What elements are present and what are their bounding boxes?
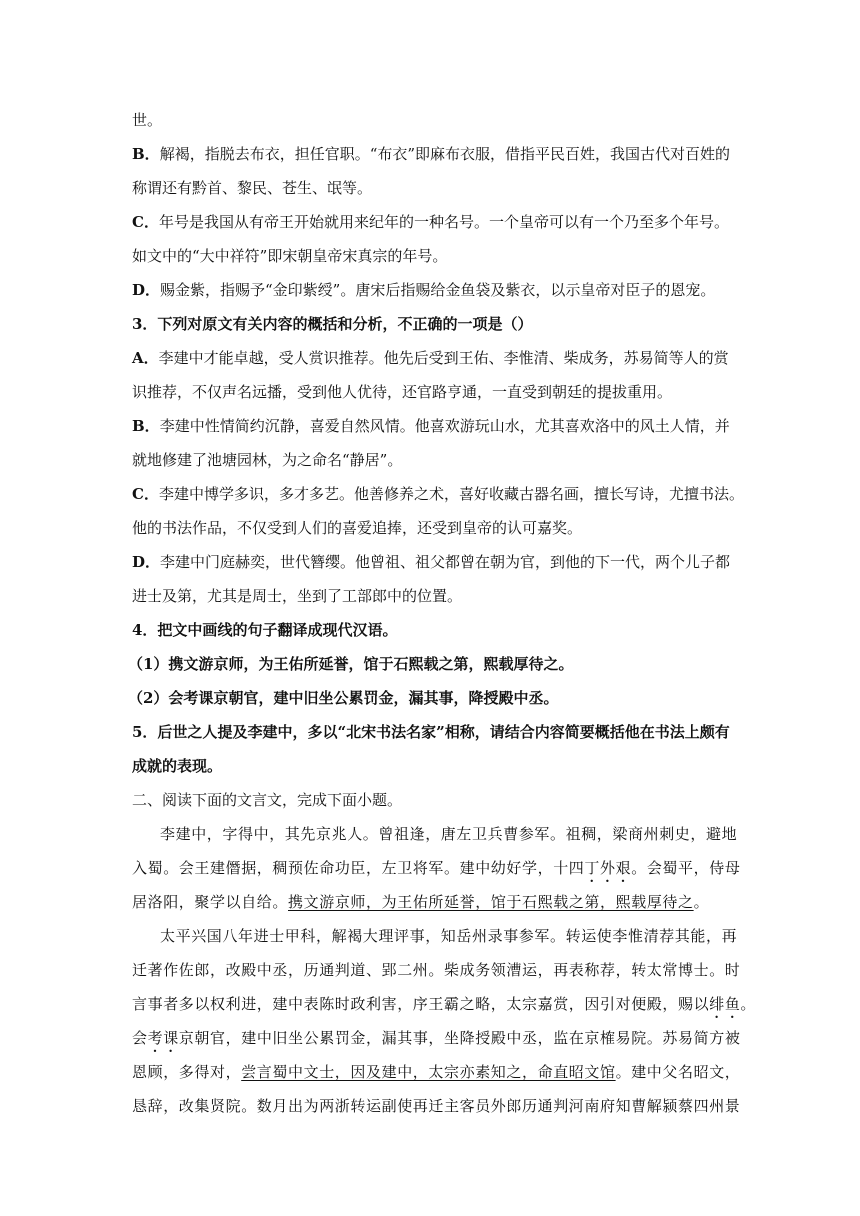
section-heading: 二、阅读下面的文言文，完成下面小题。	[132, 791, 403, 809]
q3-option-c	[132, 484, 744, 504]
text-line: 进士及第，尤其是周士，坐到了工部郎中的位置。	[132, 587, 463, 605]
question-4-part-2: （2）会考课京朝官，建中旧坐公累罚金，漏其事，降授殿中丞。	[128, 689, 559, 707]
option-text: 李建中性情简约沉静，喜爱自然风情。他喜欢游玩山水，尤其喜欢洛中的风土人情，并	[159, 417, 730, 435]
dotted-word: 考课	[147, 1029, 179, 1047]
dotted-word: 绯鱼	[709, 995, 741, 1013]
passage-line	[132, 858, 741, 886]
option-text: 李建中才能卓越，受人赏识推荐。他先后受到王佑、李惟清、柴成务，苏易简等人的赏	[158, 349, 729, 367]
passage-text: 会	[132, 1029, 148, 1047]
option-text: 年号是我国从有帝王开始就用来纪年的一种名号。一个皇帝可以有一个乃至多个年号。	[158, 213, 729, 231]
option-text: 李建中门庭赫奕，世代簪缨。他曾祖、祖父都曾在朝为官，到他的下一代，两个儿子都	[160, 553, 731, 571]
underlined-sentence: 尝言蜀中文士，因及建中，太宗亦素知之，命直昭文馆	[241, 1063, 616, 1081]
question-4-part-1: （1）携文游京师，为王佑所延誉，馆于石熙载之第，熙载厚待之。	[128, 655, 574, 673]
option-c-line	[132, 212, 732, 232]
passage-text: 。	[740, 995, 757, 1013]
passage-text: 恩顾，多得对，	[132, 1063, 242, 1081]
text-line: 世。	[132, 111, 163, 129]
passage-line: 李建中，字得中，其先京兆人。曾祖逢，唐左卫兵曹参军。祖稠，梁商州刺史，避地	[160, 825, 738, 843]
question-5: 5．后世之人提及李建中，多以“北宋书法名家”相称，请结合内容简要概括他在书法上颇有	[132, 723, 730, 741]
question-4: 4．把文中画线的句子翻译成现代汉语。	[132, 621, 398, 639]
q3-option-d	[132, 552, 732, 572]
text-line: 称谓还有黔首、黎民、苍生、氓等。	[132, 179, 373, 197]
option-b-line	[132, 144, 732, 164]
passage-text: 。建中父名昭文，	[615, 1063, 741, 1081]
passage-line	[132, 892, 732, 912]
option-label: C．	[132, 485, 159, 503]
q3-option-b	[132, 416, 732, 436]
text-line: 识推荐，不仅声名远播，受到他人优待，还官路亨通，一直受到朝廷的提拔重用。	[132, 383, 673, 401]
option-text: 李建中博学多识，多才多艺。他善修养之术，喜好收藏古器名画，擅长写诗，尤擅书法。	[158, 485, 744, 503]
passage-line	[132, 1028, 741, 1056]
option-label: B．	[132, 417, 160, 435]
passage-text: 居洛阳，聚学以自给。	[132, 893, 289, 911]
passage-line	[132, 1062, 741, 1082]
q3-option-a	[132, 348, 732, 368]
text-line: 成就的表现。	[132, 757, 223, 775]
passage-line: 恳辞，改集贤院。数月出为两浙转运副使再迁主客员外郎历通判河南府知曹解颍蔡四州景	[132, 1097, 741, 1115]
option-label: D．	[132, 553, 161, 571]
passage-text: 。	[693, 893, 710, 911]
passage-line	[132, 994, 757, 1022]
passage-text: 入蜀。会王建僭据，稠预佐命功臣，左卫将军。建中幼好学，十四	[132, 859, 585, 877]
text-line: 就地修建了池塘园林，为之命名“静居”。	[132, 451, 403, 469]
option-label: D．	[132, 281, 161, 299]
option-label: C．	[132, 213, 159, 231]
option-d-line	[132, 280, 732, 300]
text-line: 如文中的“大中祥符”即宋朝皇帝宋真宗的年号。	[132, 247, 448, 265]
dotted-word: 丁外艰	[584, 859, 632, 877]
passage-text: 言事者多以权利进，建中表陈时政利害，序王霸之略，太宗嘉赏，因引对便殿，赐以	[132, 995, 710, 1013]
option-text: 解褐，指脱去布衣，担任官职。“布衣”即麻布衣服，借指平民百姓，我国古代对百姓的	[159, 145, 731, 163]
option-label: B．	[132, 145, 160, 163]
question-3: 3．下列对原文有关内容的概括和分析，不正确的一项是（）	[132, 315, 533, 333]
option-label: A．	[132, 349, 159, 367]
passage-line: 太平兴国八年进士甲科，解褐大理评事，知岳州录事参军。转运使李惟清荐其能，再	[160, 927, 738, 945]
passage-line: 迁著作佐郎，改殿中丞，历通判道、郢二州。柴成务领漕运，再表称荐，转太常博士。时	[132, 961, 741, 979]
passage-text: 京朝官，建中旧坐公累罚金，漏其事，坐降授殿中丞，监在京榷易院。苏易简方被	[178, 1029, 741, 1047]
underlined-sentence: 携文游京师，为王佑所延誉，馆于石熙载之第，熙载厚待之	[288, 893, 694, 911]
text-line: 他的书法作品，不仅受到人们的喜爱追捧，还受到皇帝的认可嘉奖。	[132, 519, 583, 537]
passage-text: 。会蜀平，侍母	[631, 859, 741, 877]
option-text: 赐金紫，指赐予“金印紫绶”。唐宋后指赐给金鱼袋及紫衣，以示皇帝对臣子的恩宠。	[160, 281, 716, 299]
